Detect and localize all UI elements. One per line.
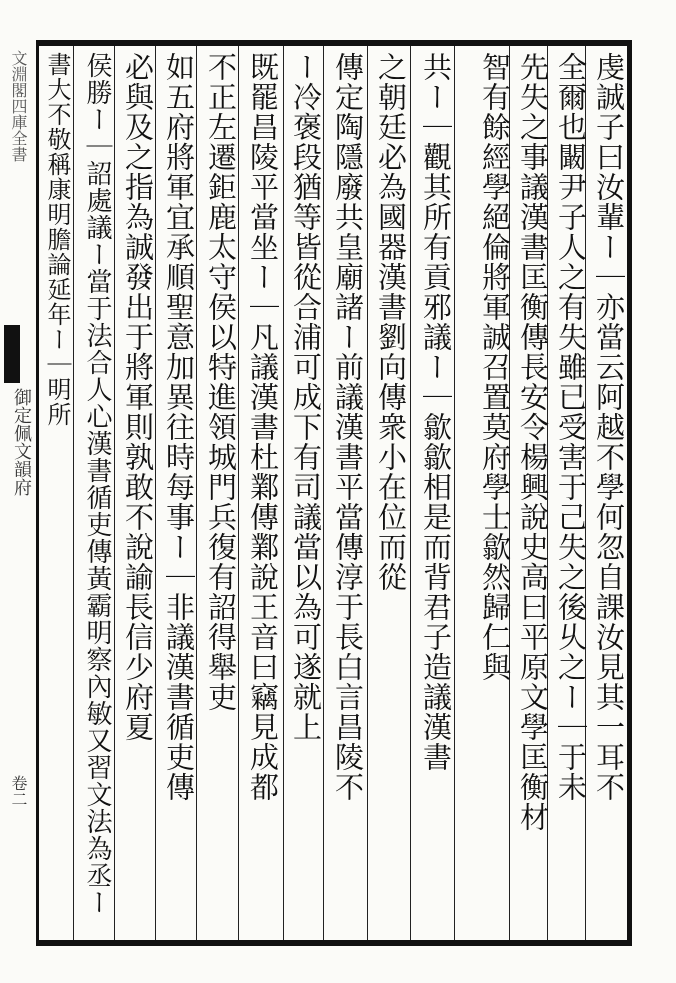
text-column-13 — [76, 52, 118, 937]
column-text: 書大不敬稱康明膽論延年ー｜明所 — [43, 52, 71, 427]
column-text: 之朝廷必為國器漢書劉向傳衆小在位而從 — [374, 52, 408, 592]
column-text: 不正左遷鉅鹿太守侯以特進領城門兵復有詔得舉吏 — [204, 52, 238, 712]
text-column-9 — [242, 52, 284, 937]
margin-book-title: 御定佩文韻府 — [11, 388, 32, 496]
text-column-11 — [158, 52, 200, 937]
text-column-1 — [588, 52, 630, 937]
text-column-3 — [512, 52, 554, 937]
column-text: 既罷昌陵平當坐ー｜凡議漢書杜鄴傳鄴說王音曰竊見成都 — [246, 52, 280, 802]
column-text: 先失之事議漢書匡衡傳長安令楊興說史高曰平原文學匡衡材 — [516, 52, 550, 832]
page-margin — [0, 40, 34, 946]
text-column-12 — [117, 52, 159, 937]
text-column-6 — [370, 52, 412, 937]
text-column-10 — [200, 52, 242, 937]
text-column-7 — [327, 52, 369, 937]
margin-header: 文淵閣四庫全書 — [9, 50, 28, 162]
column-text: 虔誠子曰汝輩ー｜亦當云阿越不學何忽自課汝見其一耳不 — [592, 52, 626, 802]
column-text: 共ー｜觀其所有貢邪議ー｜歙歙相是而背君子造議漢書 — [419, 52, 453, 772]
margin-fish-tail-mark — [4, 325, 20, 383]
text-column-4 — [474, 52, 516, 937]
column-text: 全爾也闞尹子人之有失雖已受害于己失之後乆之ー｜于未 — [554, 52, 588, 802]
column-text: 傳定陶隱廢共皇廟諸ー前議漢書平當傳淳于長白言昌陵不 — [331, 52, 365, 802]
page-border-left — [36, 40, 39, 946]
text-column-14 — [41, 52, 73, 937]
margin-page-number: 卷二 — [9, 775, 28, 807]
column-rule — [73, 46, 74, 940]
column-text: 侯勝ー｜詔處議ー當于法合人心漢書循吏傳黃霸明察內敏又習文法為丞ー — [82, 52, 112, 916]
column-text: 如五府將軍宜承順聖意加異往時每事ー｜非議漢書循吏傳 — [162, 52, 196, 802]
column-text: 智有餘經學絕倫將軍誠召置莫府學士歙然歸仁與 — [478, 52, 512, 682]
column-text: 必與及之指為誠發出于將軍則孰敢不說諭長信少府夏 — [121, 52, 155, 742]
text-column-2 — [550, 52, 592, 937]
text-column-8 — [285, 52, 327, 937]
text-column-5 — [415, 52, 457, 937]
column-text: ー冷褒段猶等皆從合浦可成下有司議當以為可遂就上 — [289, 52, 323, 742]
